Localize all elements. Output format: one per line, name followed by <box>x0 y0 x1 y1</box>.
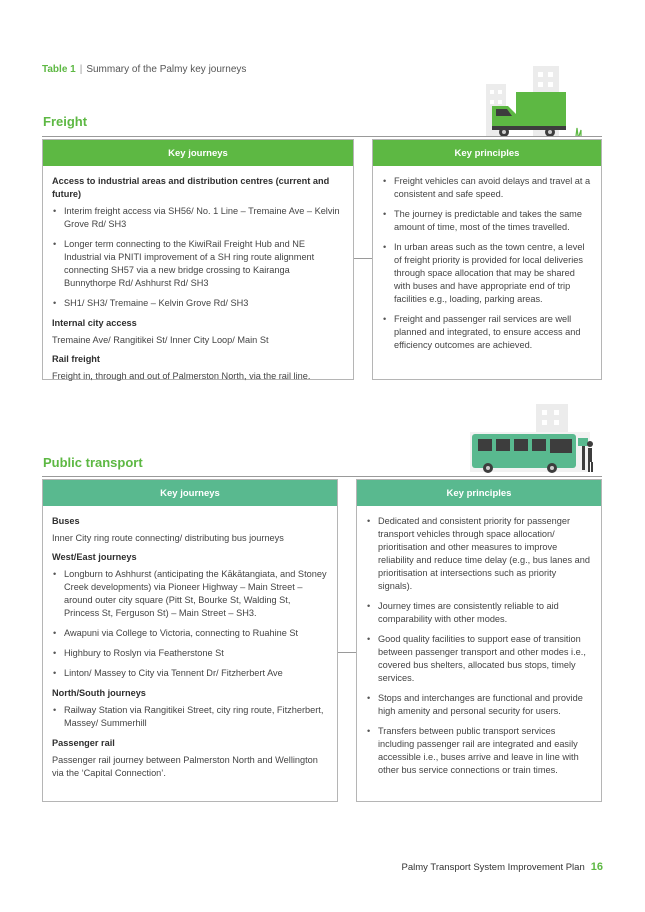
freight-principles-header: Key principles <box>373 140 601 166</box>
public-transport-divider-line <box>42 476 602 477</box>
pt-principles-panel <box>356 479 602 802</box>
freight-journeys-body <box>43 166 353 395</box>
pt-westeast-list <box>52 568 328 680</box>
freight-journey-list <box>52 205 344 310</box>
freight-journeys-panel <box>42 139 354 380</box>
freight-journeys-header: Key journeys <box>43 140 353 166</box>
caption-text: Summary of the Palmy key journeys <box>86 64 247 75</box>
caption-separator: | <box>79 64 83 75</box>
list-item: • Awapuni via College to Victoria, connecting to Ruahine St <box>52 627 328 640</box>
list-item: • Longburn to Ashhurst (anticipating the Kākātangiata, and Stoney Creek developments) via Pioneer Highway – Main Street – around outer city square (Pitt St, Bourke St, Walding St, Princess St, Ferguson St) – Main Street – SH3. <box>52 568 328 620</box>
freight-group-title: Access to industrial areas and distribution centres (current and future) <box>52 176 330 199</box>
pt-group-title: Passenger rail <box>52 738 115 748</box>
pt-group-title: North/South journeys <box>52 688 146 698</box>
pt-group-text: Passenger rail journey between Palmerston North and Wellington via the ‘Capital Connection’. <box>52 755 318 778</box>
freight-principles-list <box>382 175 592 352</box>
list-item: • Railway Station via Rangitikei Street, city ring route, Fitzherbert, Massey/ Summerhill <box>52 704 328 730</box>
pt-principles-body <box>357 506 601 792</box>
list-item: • Dedicated and consistent priority for passenger transport vehicles through space allocation/ prioritisation and other measures to improve reliability and reduce time delay (e.g., bus lanes and prioritisation at intersections such as priority signals). <box>366 515 592 593</box>
freight-group-text: Freight in, through and out of Palmerston North, via the rail line. <box>52 371 311 381</box>
connector-line <box>338 652 356 653</box>
list-item: • Highbury to Roslyn via Featherstone St <box>52 647 328 660</box>
pt-journeys-body <box>43 506 337 792</box>
list-item: • Freight and passenger rail services are well planned and integrated, to ensure access and efficiency outcomes are achieved. <box>382 313 592 352</box>
list-item: • Stops and interchanges are functional and provide high amenity and personal security for users. <box>366 692 592 718</box>
list-item: • In urban areas such as the town centre, a level of freight priority is provided for local deliveries through space allocation that may be shared with buses and have appropriate end of trip facilities e.g., loading, parking areas. <box>382 241 592 306</box>
freight-section-title: Freight <box>43 114 88 129</box>
public-transport-section-title: Public transport <box>43 455 143 470</box>
list-item: • Freight vehicles can avoid delays and travel at a consistent and safe speed. <box>382 175 592 201</box>
table-label: Table 1 <box>42 64 76 75</box>
pt-principles-header: Key principles <box>357 480 601 506</box>
freight-principles-body <box>373 166 601 367</box>
pt-group-title: Buses <box>52 516 80 526</box>
pt-group-title: West/East journeys <box>52 552 137 562</box>
freight-group-title: Internal city access <box>52 318 137 328</box>
pt-journeys-panel <box>42 479 338 802</box>
list-item: • Linton/ Massey to City via Tennent Dr/ Fitzherbert Ave <box>52 667 328 680</box>
pt-northsouth-list <box>52 704 328 730</box>
connector-line <box>354 258 372 259</box>
footer-doc-title: Palmy Transport System Improvement Plan <box>401 862 585 873</box>
freight-group-text: Tremaine Ave/ Rangitikei St/ Inner City Loop/ Main St <box>52 335 269 345</box>
list-item: • Journey times are consistently reliable to aid comparability with other modes. <box>366 600 592 626</box>
list-item: • Transfers between public transport services including passenger rail are integrated and easily accessible i.e., buses arrive and leave in line with other bus service connections or train times. <box>366 725 592 777</box>
bus-illustration-icon <box>466 402 598 476</box>
list-item: • Interim freight access via SH56/ No. 1 Line – Tremaine Ave – Kelvin Grove Rd/ SH3 <box>52 205 344 231</box>
page-footer <box>402 861 603 873</box>
list-item: • The journey is predictable and takes the same amount of time, most of the times travelled. <box>382 208 592 234</box>
list-item: • SH1/ SH3/ Tremaine – Kelvin Grove Rd/ SH3 <box>52 297 344 310</box>
freight-divider-line <box>42 136 602 137</box>
pt-group-text: Inner City ring route connecting/ distributing bus journeys <box>52 533 284 543</box>
list-item: • Longer term connecting to the KiwiRail Freight Hub and NE Industrial via PNITI improvement of a SH ring route alignment connecting SH57 via a new bridge crossing to Kairanga Bunnythorpe Rd/ Ashhurst Rd/ SH3 <box>52 238 344 290</box>
table-caption <box>42 64 246 75</box>
freight-principles-panel <box>372 139 602 380</box>
pt-principles-list <box>366 515 592 777</box>
page-number: 16 <box>590 861 603 873</box>
pt-journeys-header: Key journeys <box>43 480 337 506</box>
truck-illustration-icon <box>478 62 588 140</box>
freight-group-title: Rail freight <box>52 354 100 364</box>
list-item: • Good quality facilities to support ease of transition between passenger transport and other modes i.e., covered bus shelters, allocated bus stops, timely services. <box>366 633 592 685</box>
